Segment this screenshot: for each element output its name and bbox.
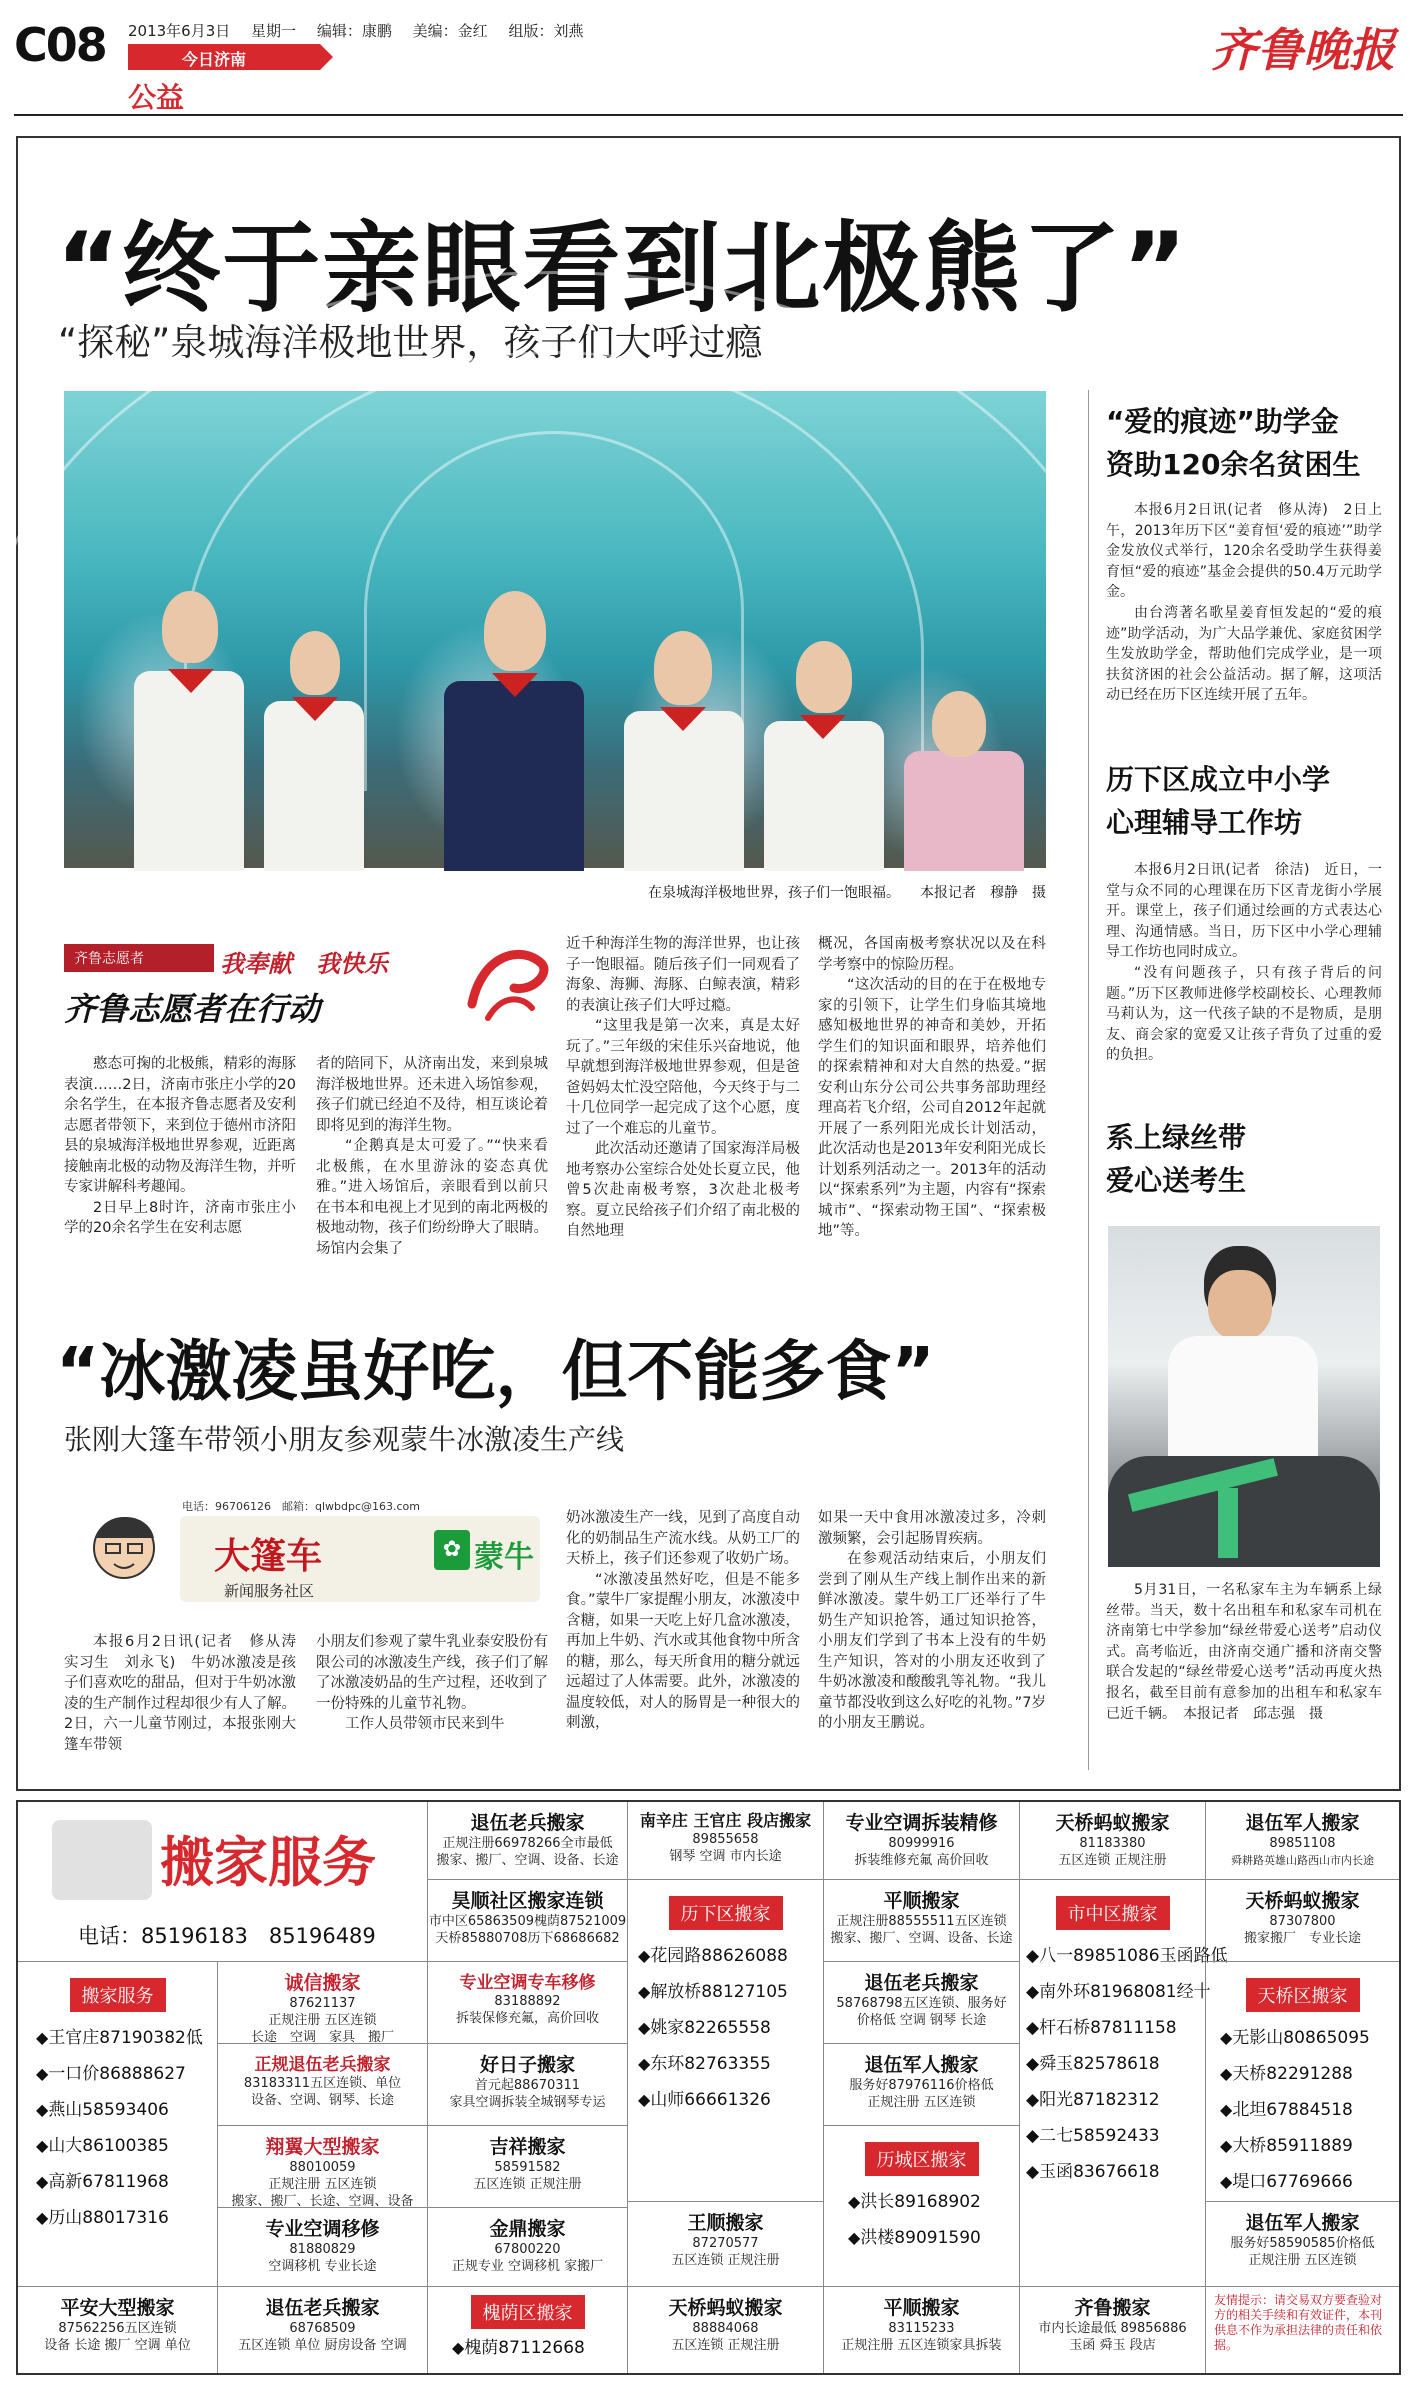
- host-cartoon-icon: [64, 1498, 176, 1608]
- list-item: ◆堤口67769666: [1220, 2172, 1353, 2192]
- list-item: ◆山师66661326: [638, 2090, 771, 2110]
- sidebar-headline-scholarship: [1106, 400, 1360, 486]
- child-face: [162, 591, 218, 663]
- list-item: ◆阳光87182312: [1026, 2090, 1160, 2110]
- paragraph: 此次活动还邀请了国家海洋局极地考察办公室综合处处长夏立民，他曾5次赴南极考察，3次赴北极考察。夏立民给孩子们介绍了南北极的自然地理: [566, 1141, 800, 1239]
- photo-caption: [500, 882, 1046, 902]
- paragraph: 工作人员带领市民来到牛: [345, 1716, 505, 1732]
- list-item: ◆解放桥88127105: [638, 1982, 788, 2002]
- ad-listing: [18, 2020, 217, 2236]
- moving-icon: [52, 1820, 152, 1900]
- paragraph: “企鹅真是太可爱了。”“快来看北极熊，在水里游泳的姿态真优雅。”进入场馆后，亲眼看到以前只在书本和电视上才见到的南北两极的极地动物，孩子们纷纷睁大了眼睛。场馆内会集了: [316, 1138, 548, 1257]
- subheadline-ice-cream: 张刚大篷车带领小朋友参观蒙牛冰激凌生产线: [64, 1423, 625, 1456]
- headline-line: 系上绿丝带: [1106, 1121, 1247, 1154]
- layout-credit: 组版：刘燕: [508, 22, 584, 40]
- list-item: ◆东环82763355: [638, 2054, 771, 2074]
- list-item: ◆历山88017316: [36, 2208, 169, 2228]
- child-face: [654, 631, 712, 705]
- paragraph: 本报6月2日讯(记者 徐洁) 近日，一堂与众不同的心理课在历下区青龙街小学展开。课堂上，孩子们通过绘画的方式表达心理、沟通情感。当日，历下区中小学心理辅导工作坊也同时成立。: [1106, 862, 1382, 961]
- ad-block: 翔翼大型搬家 88010059 正规注册 五区连锁 搬家、搬厂、长途、空调、设备: [218, 2126, 428, 2208]
- paragraph: 小朋友们参观了蒙牛乳业泰安股份有限公司的冰激凌生产线，孩子们了解了冰激凌奶品的生产过程，还收到了一份特殊的儿童节礼物。: [316, 1634, 548, 1712]
- headline-line: 心理辅导工作坊: [1106, 806, 1303, 839]
- child-face: [290, 631, 340, 695]
- ad-list-hero: [18, 1962, 218, 2287]
- header-rule: [14, 114, 1403, 116]
- ad-block: 吉祥搬家 58591582 五区连锁 正规注册: [428, 2126, 628, 2208]
- story2-column-1: [64, 1632, 311, 1755]
- headline-line: 历下区成立中小学: [1106, 763, 1331, 796]
- ad-block: 专业空调拆装精修 80999916 拆装维修充氟 高价回收: [824, 1802, 1020, 1880]
- child-figure: [624, 711, 744, 871]
- paragraph: 如果一天中食用冰激凌过多，冷刺激频繁，会引起肠胃疾病。: [818, 1510, 1046, 1547]
- caravan-brand: 大篷车: [214, 1536, 323, 1577]
- ad-block: 天桥蚂蚁搬家 88884068 五区连锁 正规注册: [628, 2287, 824, 2373]
- photo-credit: 本报记者 穆静 摄: [920, 885, 1046, 901]
- paragraph: “这次活动的目的在于在极地专家的引领下，让学生们身临其境地感知极地世界的神奇和美妙，开拓学生们的知识面和眼界，培养他们的探索精神和对大自然的热爱。”据安利山东分公司公共事务部助理经理高若飞介绍，公司自2012年起就开展了一系列阳光成长计划活动，此次活动也是2013年安利阳光成长计划系列活动之一。2013年的活动以“探索系列”为主题，内容有“探索城市”、“探索动物王国”、“探索极地”等。: [818, 977, 1046, 1239]
- sidebar-story-scholarship: [1106, 500, 1382, 706]
- list-item: ◆洪楼89091590: [848, 2228, 981, 2248]
- story2-column-3: [566, 1508, 800, 1734]
- list-item: ◆洪长89168902: [848, 2192, 981, 2212]
- volunteer-logo: 齐鲁志愿者: [64, 944, 214, 972]
- list-item: ◆山大86100385: [36, 2136, 169, 2156]
- mengniu-icon: ✿: [434, 1530, 470, 1570]
- ad-block: 正规退伍老兵搬家 83183311五区连锁、单位 设备、空调、钢琴、长途: [218, 2044, 428, 2126]
- caption-text: 在泉城海洋极地世界，孩子们一饱眼福。: [648, 885, 900, 901]
- person-face: [1208, 1270, 1272, 1340]
- page-number: C08: [14, 18, 106, 72]
- paragraph: “冰激凌虽然好吃，但是不能多食。”蒙牛厂家提醒小朋友，冰激凌中含糖，如果一天吃上好几盒冰激凌，再加上牛奶、汽水或其他食物中所含的糖，那么，每天所食用的糖分就远远超过了人体需要。此外，冰激凌的温度较低，对人的肠胃是一种很大的刺激，: [566, 1571, 800, 1731]
- child-figure: [444, 681, 584, 871]
- ad-block: 退伍军人搬家 服务好87976116价格低 正规注册 五区连锁: [824, 2044, 1020, 2126]
- list-item: ◆南外环81968081经十: [1026, 1982, 1211, 2002]
- sidebar-headline-green-ribbon: [1106, 1116, 1246, 1202]
- ad-list-lixia: 历下区搬家 ◆花园路88626088 ◆解放桥88127105 ◆姚家82265558 ◆东环82763355 ◆山师66661326: [628, 1880, 824, 2202]
- ad-block: 诚信搬家 87621137 正规注册 五区连锁 长途 空调 家具 搬厂: [218, 1962, 428, 2044]
- headline-ice-cream: “冰激凌虽好吃，但不能多食”: [56, 1333, 935, 1410]
- paragraph: 本报6月2日讯(记者 修从涛 实习生 刘永飞) 牛奶冰激凌是孩子们喜欢吃的甜品，但对于牛奶冰激凌的生产制作过程却很少有人了解。2日，六一儿童节刚过，本报张刚大篷车带领: [64, 1634, 311, 1753]
- ad-block: 南辛庄 王官庄 段店搬家 89855658 钢琴 空调 市内长途: [628, 1802, 824, 1880]
- paragraph: 本报6月2日讯(记者 修从涛) 2日上午，2013年历下区“姜育恒‘爱的痕迹’”助学金发放仪式举行，120余名受助学生获得姜育恒“爱的痕迹”基金会提供的50.4万元助学金。: [1106, 502, 1382, 601]
- child-face: [796, 641, 852, 713]
- section-title: 公益: [128, 81, 185, 114]
- list-item: ◆舜玉82578618: [1026, 2054, 1160, 2074]
- volunteer-slogan: 我奉献 我快乐: [220, 950, 388, 978]
- ad-block: 槐荫区搬家 ◆槐荫87112668: [428, 2287, 628, 2373]
- issue-weekday: 星期一: [251, 22, 297, 40]
- list-item: ◆花园路88626088: [638, 1946, 788, 1966]
- child-figure: [904, 751, 1024, 871]
- list-item: ◆王官庄87190382低: [36, 2028, 203, 2048]
- list-item: ◆二七58592433: [1026, 2126, 1160, 2146]
- paragraph: 5月31日，一名私家车主为车辆系上绿丝带。当天，数十名出租车和私家车司机在济南第七中学参加“绿丝带爱心送考”启动仪式。高考临近，由济南交通广播和济南交警联合发起的“绿丝带爱心送考”活动再度火热报名，截至目前有意参加的出租车和私家车已近千辆。 本报记者 邱志强 摄: [1106, 1582, 1382, 1722]
- green-ribbon-photo: [1108, 1226, 1380, 1567]
- ad-tag: 搬家服务: [70, 1978, 166, 2012]
- editor-credit: 编辑：康鹏: [316, 22, 392, 40]
- person-shirt: [1168, 1336, 1318, 1466]
- ad-list-tianqiao: 天桥区搬家 ◆无影山80865095 ◆天桥82291288 ◆北坦67884518 ◆大桥85911889 ◆堤口67769666: [1206, 1962, 1399, 2202]
- sponsor-name: 蒙牛: [474, 1540, 534, 1575]
- subheadline-polar-bear: “探秘”泉城海洋极地世界，孩子们大呼过瘾: [58, 321, 763, 364]
- ad-block: 昊顺社区搬家连锁 市中区65863509槐荫87521009 天桥85880708历下68686682: [428, 1880, 628, 1962]
- sidebar-photo-caption: [1106, 1580, 1382, 1724]
- ad-block: 好日子搬家 首元起88670311 家具空调拆装全城钢琴专运: [428, 2044, 628, 2126]
- ad-block: 退伍老兵搬家 68768509 五区连锁 单位 厨房设备 空调: [218, 2287, 428, 2373]
- ad-hero-phone: 电话：85196183 85196489: [78, 1924, 376, 1948]
- child-figure: [134, 671, 244, 871]
- caravan-subtitle: 新闻服务社区: [224, 1582, 315, 1600]
- list-item: ◆姚家82265558: [638, 2018, 771, 2038]
- volunteer-title: 齐鲁志愿者在行动: [64, 990, 321, 1028]
- headline-line: 爱心送考生: [1106, 1164, 1247, 1197]
- story1-column-4: [818, 934, 1046, 1242]
- story1-column-3: [566, 934, 800, 1242]
- ad-list-licheng: 历城区搬家 ◆洪长89168902 ◆洪楼89091590: [824, 2126, 1020, 2287]
- list-item: ◆槐荫87112668: [452, 2338, 585, 2358]
- headline-line: 资助120余名贫困生: [1106, 448, 1361, 481]
- ad-block: 平安大型搬家 87562256五区连锁 设备 长途 搬厂 空调 单位: [18, 2287, 218, 2373]
- child-figure: [264, 701, 364, 871]
- paragraph: “没有问题孩子，只有孩子背后的问题。”历下区教师进修学校副校长、心理教师马莉认为，这一代孩子缺的不是物质，是朋友、商会家的宽爱又让孩子背负了过重的爱的负担。: [1106, 964, 1382, 1064]
- ad-block: 专业空调专车移修 83188892 拆装保修充氟，高价回收: [428, 1962, 628, 2044]
- ad-block: 平顺搬家 正规注册88555511五区连锁 搬家、搬厂、空调、设备、长途: [824, 1880, 1020, 1962]
- ad-block: 平顺搬家 83115233 正规注册 五区连锁家具拆装: [824, 2287, 1020, 2373]
- ad-block: 齐鲁搬家 市内长途最低 89856886 玉函 舜玉 段店: [1020, 2287, 1206, 2373]
- ad-block: 退伍老兵搬家 58768798五区连锁、服务好 价格低 空调 钢琴 长途: [824, 1962, 1020, 2044]
- paragraph: “这里我是第一次来，真是太好玩了。”三年级的宋佳乐兴奋地说，他早就想到海洋极地世界参观，但是爸爸妈妈太忙没空陪他，今天终于与二十几位同学一起完成了这个心愿，度过了一个难忘的儿童节。: [566, 1018, 800, 1137]
- story1-column-1: [64, 1054, 296, 1239]
- paragraph: 近千种海洋生物的海洋世界，也让孩子一饱眼福。随后孩子们一同观看了海象、海狮、海豚、白鲸表演，精彩的表演让孩子们大呼过瘾。: [566, 936, 800, 1014]
- issue-date: 2013年6月3日: [128, 22, 231, 40]
- art-credit: 美编：金红: [412, 22, 488, 40]
- ad-notice: 友情提示：请交易双方要查验对方的相关手续和有效证件，本刊供息不作为承担法律的责任和依据。: [1214, 2293, 1383, 2352]
- ad-list-shizhong: 市中区搬家 ◆八一89851086玉函路低 ◆南外环81968081经十 ◆杆石桥87811158 ◆舜玉82578618 ◆阳光87182312 ◆二七58592433 ◆玉函83676618: [1020, 1880, 1206, 2287]
- caravan-banner: [64, 1498, 542, 1622]
- list-item: ◆高新67811968: [36, 2172, 169, 2192]
- story1-column-2: [316, 934, 548, 1259]
- list-item: ◆燕山58593406: [36, 2100, 169, 2120]
- list-item: ◆杆石桥87811158: [1026, 2018, 1177, 2038]
- story2-column-2: [316, 1632, 548, 1735]
- sidebar-headline-counseling: [1106, 758, 1330, 844]
- child-face: [932, 691, 986, 757]
- paragraph: 2日早上8时许，济南市张庄小学的20余名学生在安利志愿: [64, 1199, 296, 1236]
- paragraph: 在参观活动结束后，小朋友们尝到了刚从生产线上制作出来的新鲜冰激凌。蒙牛奶工厂还举行了牛奶生产知识抢答，通过知识抢答，小朋友们学到了书本上没有的牛奶生产知识，答对的小朋友还收到了牛奶冰激凌和酸酸乳等礼物。“我儿童节都没收到这么好吃的礼物。”7岁的小朋友王鹏说。: [818, 1551, 1046, 1731]
- ad-block: 退伍老兵搬家 正规注册66978266全市最低 搬家、搬厂、空调、设备、长途: [428, 1802, 628, 1880]
- list-item: ◆无影山80865095: [1220, 2028, 1370, 2048]
- paragraph: 奶冰激凌生产一线，见到了高度自动化的奶制品生产流水线。从奶工厂的天桥上，孩子们还参观了收奶广场。: [566, 1510, 800, 1567]
- ad-block: 天桥蚂蚁搬家 81183380 五区连锁 正规注册: [1020, 1802, 1206, 1880]
- ad-block: 退伍军人搬家 89851108 舜耕路英雄山路西山市内长途: [1206, 1802, 1399, 1880]
- headline-line: “爱的痕迹”助学金: [1106, 405, 1339, 438]
- ad-hero: [18, 1802, 428, 1962]
- green-ribbon: [1218, 1488, 1238, 1558]
- column-rule: [1088, 390, 1089, 1770]
- ad-block: 退伍军人搬家 服务好58590585价格低 正规注册 五区连锁: [1206, 2202, 1399, 2287]
- ad-block: 天桥蚂蚁搬家 87307800 搬家搬厂 专业长途: [1206, 1880, 1399, 1962]
- mengniu-logo: [434, 1528, 534, 1578]
- paragraph: 者的陪同下，从济南出发，来到泉城海洋极地世界。还未进入场馆参观，孩子们就已经迫不及待，相互谈论着即将见到的海洋生物。: [316, 1056, 548, 1134]
- story2-column-4: [818, 1508, 1046, 1734]
- issue-meta: [128, 20, 599, 41]
- headline-polar-bear: “终于亲眼看到北极熊了”: [56, 212, 1189, 326]
- paragraph: 由台湾著名歌星姜育恒发起的“爱的痕迹”助学活动，为广大品学兼优、家庭贫困学生发放助学金，帮助他们完成学业，是一项扶贫济困的社会公益活动。据了解，这项活动已经在历下区连续开展了五年。: [1106, 604, 1382, 704]
- list-item: ◆大桥85911889: [1220, 2136, 1353, 2156]
- list-item: ◆一口价86888627: [36, 2064, 186, 2084]
- child-face: [484, 591, 546, 671]
- child-figure: [764, 721, 884, 871]
- paragraph: 憨态可掬的北极熊，精彩的海豚表演……2日，济南市张庄小学的20余名学生，在本报齐鲁志愿者及安利志愿者带领下，来到位于德州市济阳县的泉城海洋极地世界参观，近距离接触南北极的动物及海洋生物，并听专家讲解科考趣闻。: [64, 1056, 296, 1195]
- ad-block: 王顺搬家 87270577 五区连锁 正规注册: [628, 2202, 824, 2287]
- caravan-contact: 电话：96706126 邮箱：qlwbdpc@163.com: [182, 1500, 421, 1513]
- list-item: ◆北坦67884518: [1220, 2100, 1353, 2120]
- list-item: ◆八一89851086玉函路低: [1026, 1946, 1228, 1966]
- paragraph: 概况，各国南极考察状况以及在科学考察中的惊险历程。: [818, 936, 1046, 973]
- ad-block: 金鼎搬家 67800220 正规专业 空调移机 家搬厂: [428, 2208, 628, 2287]
- moving-services-ads: [16, 1800, 1401, 2375]
- newspaper-logo: 齐鲁晚报: [1211, 23, 1395, 77]
- ad-block: 专业空调移修 81880829 空调移机 专业长途: [218, 2208, 428, 2287]
- ad-hero-title: 搬家服务: [160, 1831, 376, 1894]
- aquarium-tunnel-photo: [64, 391, 1046, 868]
- list-item: ◆天桥82291288: [1220, 2064, 1353, 2084]
- list-item: ◆玉函83676618: [1026, 2162, 1160, 2182]
- sidebar-story-counseling: [1106, 860, 1382, 1066]
- section-bar: 今日济南: [128, 44, 320, 70]
